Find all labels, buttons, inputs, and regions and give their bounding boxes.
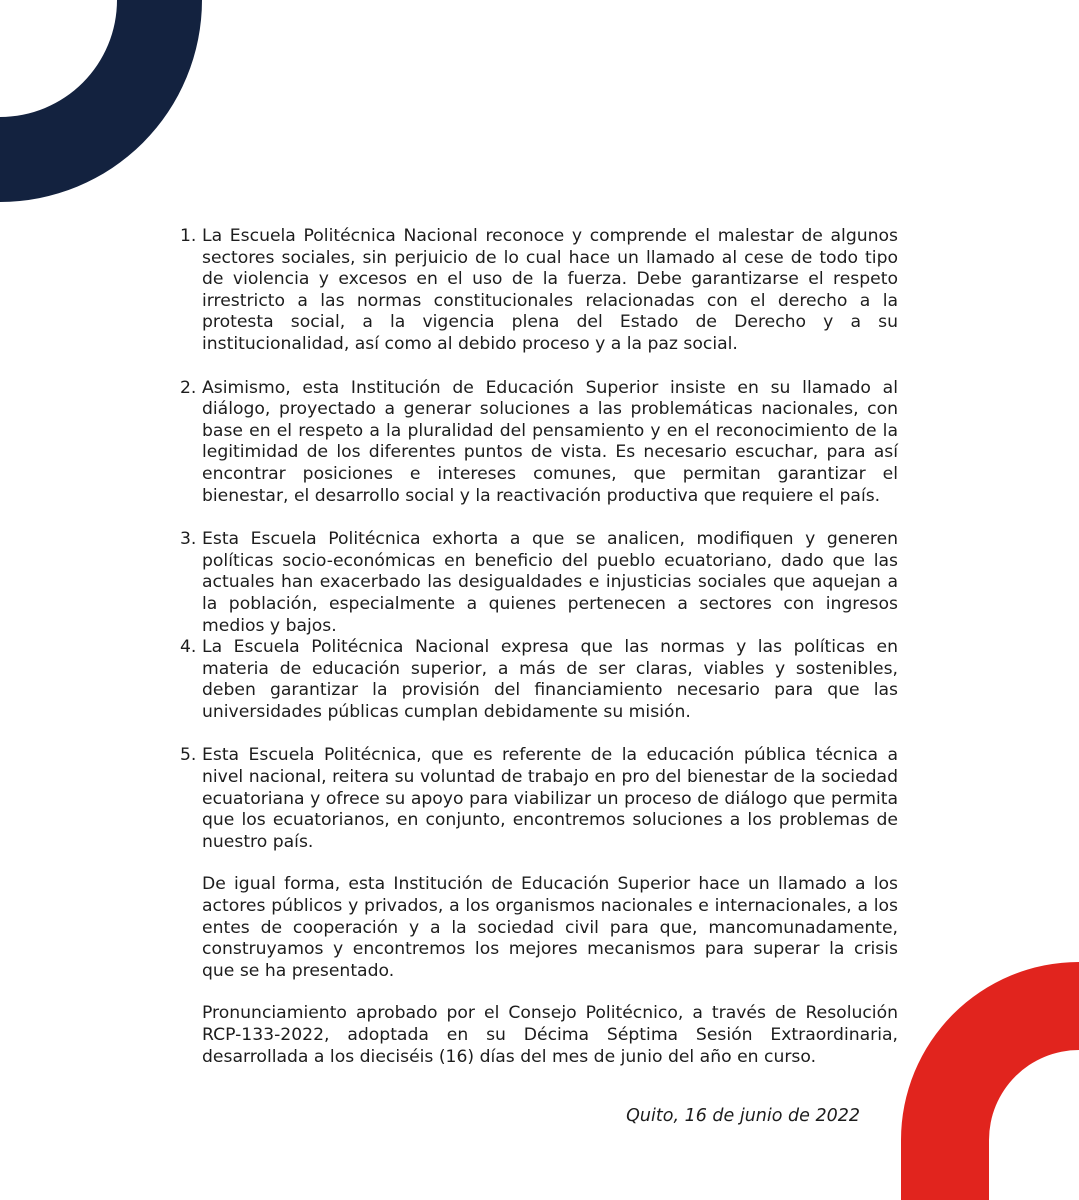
- navy-arc-decoration: [0, 0, 206, 206]
- list-item-number: 4.: [180, 637, 197, 658]
- list-item-text: Esta Escuela Politécnica exhorta a que se analicen, modifiquen y generen políticas socio-económicas en beneficio del pueblo ecuatoriano, dado que las actuales han exacerbado las desigualdades e injusticias sociales que aquejan a la población, especialmente a quienes pertenecen a sectores con ingresos medios y bajos.: [202, 529, 898, 636]
- list-item: [180, 745, 898, 853]
- list-item: [180, 637, 898, 723]
- list-item: [180, 226, 898, 356]
- list-item: [180, 529, 898, 637]
- place-date-signoff: Quito, 16 de junio de 2022: [626, 1106, 860, 1126]
- closing-paragraph: De igual forma, esta Institución de Educación Superior hace un llamado a los actores públicos y privados, a los organismos nacionales e internacionales, a los entes de cooperación y a la sociedad civil para que, mancomunadamente, construyamos y encontremos los mejores mecanismos para superar la crisis que se ha presentado.: [202, 874, 898, 981]
- list-item: [180, 378, 898, 508]
- approval-note: Pronunciamiento aprobado por el Consejo Politécnico, a través de Resolución RCP-133-2022, adoptada en su Décima Séptima Sesión Extraordinaria, desarrollada a los dieciséis (16) días del mes de junio del año en curso.: [202, 1003, 898, 1067]
- list-item-text: Esta Escuela Politécnica, que es referente de la educación pública técnica a nivel nacional, reitera su voluntad de trabajo en pro del bienestar de la sociedad ecuatoriana y ofrece su apoyo para viabilizar un proceso de diálogo que permita que los ecuatorianos, en conjunto, encontremos soluciones a los problemas de nuestro país.: [202, 745, 898, 852]
- document-body: [180, 226, 898, 1068]
- list-item-number: 5.: [180, 745, 197, 766]
- red-arc-decoration: [901, 962, 1079, 1200]
- list-item-text: La Escuela Politécnica Nacional reconoce y comprende el malestar de algunos sectores sociales, sin perjuicio de lo cual hace un llamado al cese de todo tipo de violencia y excesos en el uso de la fuerza. Debe garantizarse el respeto irrestricto a las normas constitucionales relacionadas con el derecho a la protesta social, a la vigencia plena del Estado de Derecho y a su institucionalidad, así como al debido proceso y a la paz social.: [202, 226, 898, 354]
- list-item-number: 3.: [180, 529, 197, 550]
- list-item-number: 2.: [180, 377, 197, 398]
- list-item-text: Asimismo, esta Institución de Educación Superior insiste en su llamado al diálogo, proyectado a generar soluciones a las problemáticas nacionales, con base en el respeto a la pluralidad del pensamiento y en el reconocimiento de la legitimidad de los diferentes puntos de vista. Es necesario escuchar, para así encontrar posiciones e intereses comunes, que permitan garantizar el bienestar, el desarrollo social y la reactivación productiva que requiere el país.: [202, 377, 898, 506]
- list-item-number: 1.: [180, 226, 197, 246]
- list-item-text: La Escuela Politécnica Nacional expresa que las normas y las políticas en materia de educación superior, a más de ser claras, viables y sostenibles, deben garantizar la provisión del financiamiento necesario para que las universidades públicas cumplan debidamente su misión.: [202, 637, 898, 722]
